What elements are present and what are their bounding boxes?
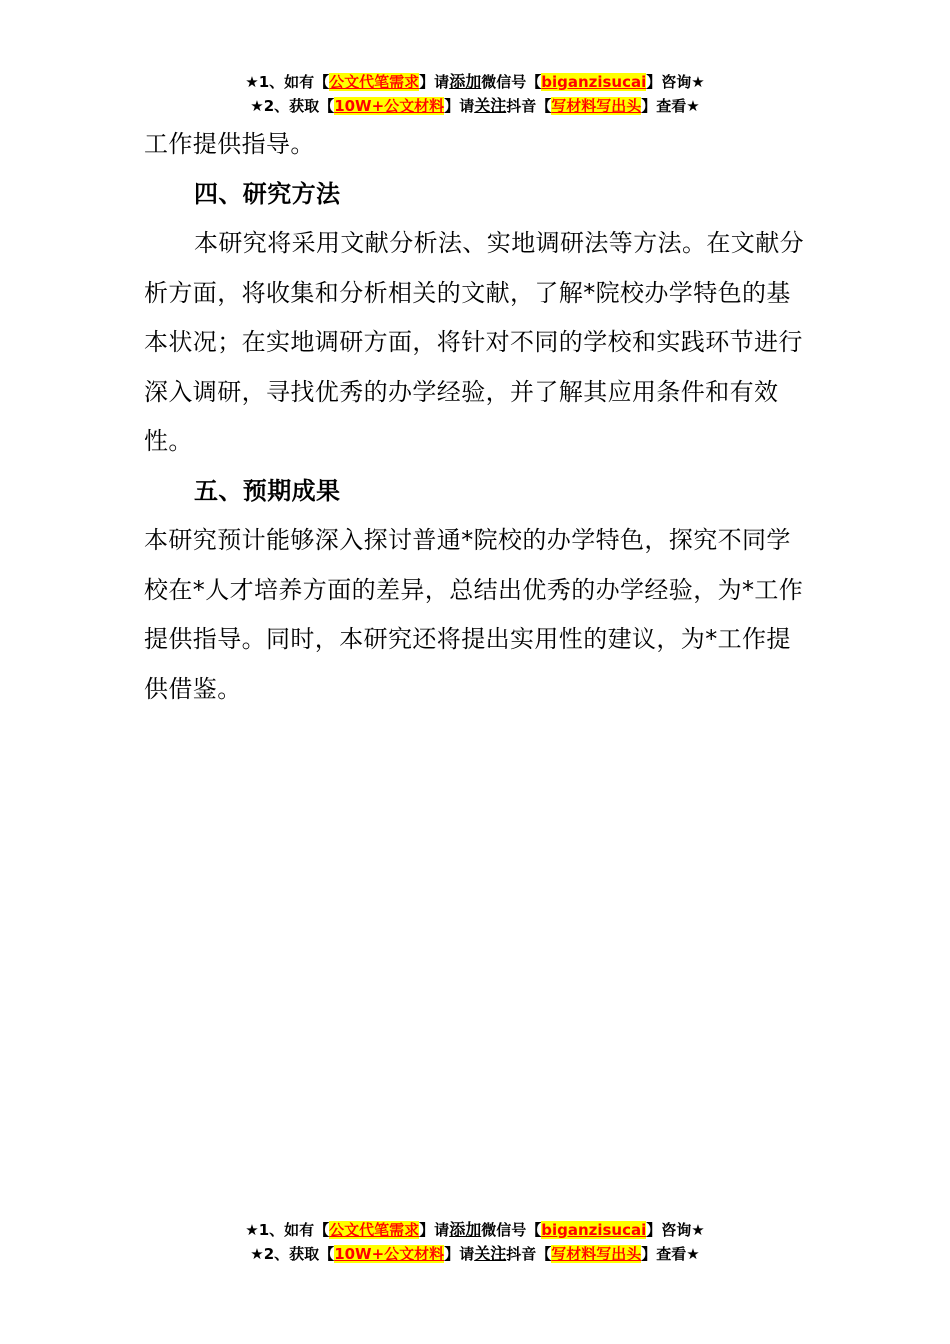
banner-text: 】请	[444, 97, 475, 115]
paragraph-continuation: 工作提供指导。	[144, 130, 315, 158]
banner-text: 】查看★	[641, 1245, 700, 1263]
document-body	[144, 120, 808, 714]
banner-emphasis: 添加	[449, 72, 482, 91]
banner-highlight-materials: 10W+公文材料	[334, 97, 445, 115]
banner-text: 微信号【	[481, 1221, 542, 1239]
banner-highlight-materials: 10W+公文材料	[334, 1245, 445, 1263]
banner-text: 】查看★	[641, 97, 700, 115]
banner-text: 抖音【	[506, 1245, 552, 1263]
banner-highlight-service: 公文代笔需求	[329, 73, 420, 91]
banner-line-1	[0, 70, 950, 94]
banner-highlight-douyin: 写材料写出头	[551, 97, 642, 115]
banner-text: 】咨询★	[646, 1221, 705, 1239]
banner-text: 抖音【	[506, 97, 552, 115]
section-heading-outcomes: 五、预期成果	[194, 476, 341, 505]
banner-emphasis: 关注	[474, 96, 507, 115]
banner-emphasis: 添加	[449, 1220, 482, 1239]
banner-text: ★2、获取【	[250, 1245, 335, 1263]
banner-text: ★1、如有【	[245, 73, 330, 91]
banner-highlight-wechat: biganzisucai	[541, 73, 647, 91]
paragraph-methods: 本研究将采用文献分析法、实地调研法等方法。在文献分析方面，将收集和分析相关的文献，了解*院校办学特色的基本状况；在实地调研方面，将针对不同的学校和实践环节进行深入调研，寻找优秀的办学经验，并了解其应用条件和有效性。	[144, 229, 804, 455]
banner-text: ★1、如有【	[245, 1221, 330, 1239]
footer-banner	[0, 1218, 950, 1266]
banner-line-2	[0, 1242, 950, 1266]
banner-text: 】请	[419, 73, 450, 91]
banner-text: 微信号【	[481, 73, 542, 91]
banner-highlight-service: 公文代笔需求	[329, 1221, 420, 1239]
banner-line-2	[0, 94, 950, 118]
banner-highlight-wechat: biganzisucai	[541, 1221, 647, 1239]
banner-text: 】咨询★	[646, 73, 705, 91]
paragraph-outcomes: 本研究预计能够深入探讨普通*院校的办学特色，探究不同学校在*人才培养方面的差异，总结出优秀的办学经验，为*工作提供指导。同时，本研究还将提出实用性的建议，为*工作提供借鉴。	[144, 526, 804, 703]
header-banner	[0, 70, 950, 118]
banner-highlight-douyin: 写材料写出头	[551, 1245, 642, 1263]
banner-text: 】请	[444, 1245, 475, 1263]
banner-line-1	[0, 1218, 950, 1242]
banner-emphasis: 关注	[474, 1244, 507, 1263]
banner-text: ★2、获取【	[250, 97, 335, 115]
section-heading-methods: 四、研究方法	[194, 179, 341, 208]
banner-text: 】请	[419, 1221, 450, 1239]
